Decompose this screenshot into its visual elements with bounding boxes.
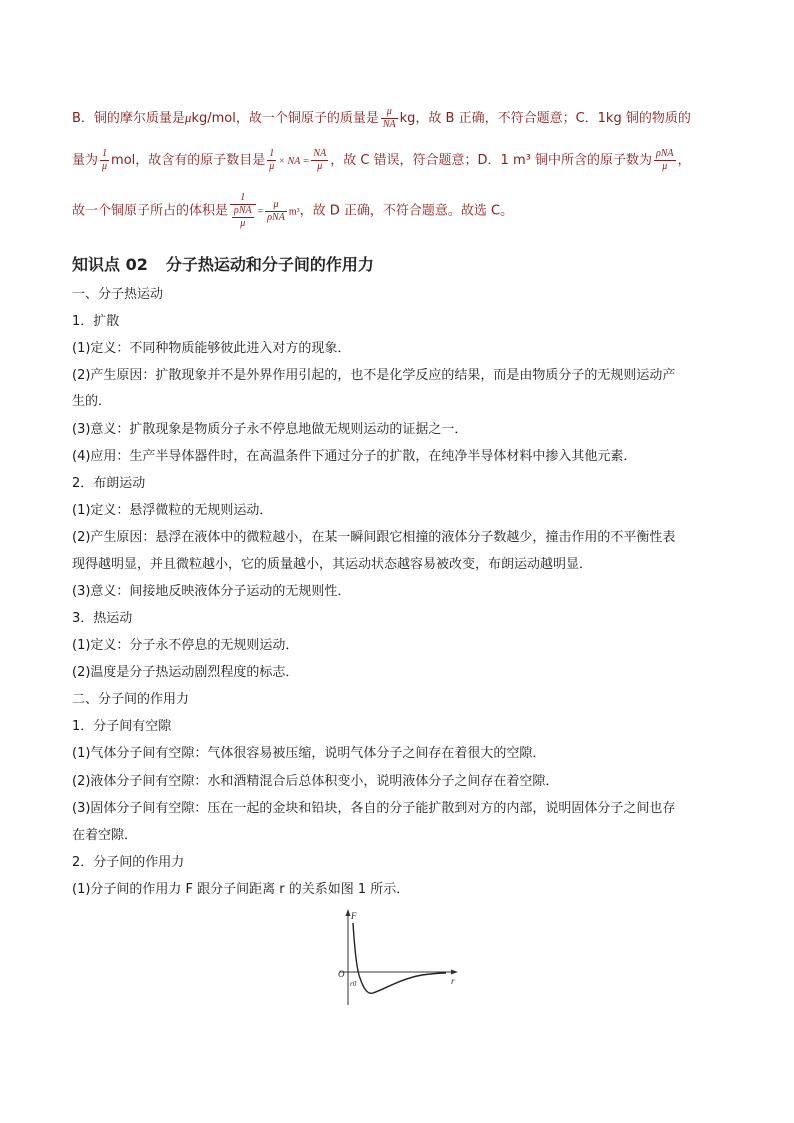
topic-title: 2．分子间的作用力 xyxy=(72,855,185,870)
fraction-denominator: μ xyxy=(317,161,323,172)
inner-denominator: μ xyxy=(240,218,246,229)
body-text: (1)定义：不同种物质能够彼此进入对方的现象． xyxy=(72,341,351,356)
answer-text: kg，故 B 正确，不符合题意；C．1kg 铜的物质的 xyxy=(399,111,691,126)
section-title: 分子热运动和分子间的作用力 xyxy=(165,255,374,274)
topic-title: 3．热运动 xyxy=(72,611,133,626)
answer-text: 故一个铜原子所占的体积是 xyxy=(72,203,229,219)
fraction-denominator: μ xyxy=(662,161,668,172)
fraction-denominator xyxy=(230,205,256,230)
fraction-numerator: 1 xyxy=(100,148,109,161)
inner-numerator: ρNA xyxy=(234,205,252,216)
equals-sign: = xyxy=(257,206,264,218)
r0-label: r0 xyxy=(350,980,357,988)
fraction-denominator: μ xyxy=(102,161,108,172)
body-text: (3)固体分子间有空隙：压在一起的金块和铅块，各自的分子能扩散到对方的内部，说明固体分子之间也存 xyxy=(72,801,676,816)
body-text: (1)定义：悬浮微粒的无规则运动． xyxy=(72,503,273,518)
answer-text: 量为 xyxy=(72,153,99,168)
fraction-numerator: ρNA xyxy=(655,148,674,159)
x-axis-arrow xyxy=(451,970,458,975)
body-text: (2)温度是分子热运动剧烈程度的标志． xyxy=(72,665,299,680)
unit-text: m³ xyxy=(288,206,300,218)
fraction-denominator: μ xyxy=(269,161,275,172)
body-text: (2)产生原因：扩散现象并不是外界作用引起的，也不是化学反应的结果，而是由物质分子的无规则运动产 xyxy=(72,368,676,383)
fraction-denominator: NA xyxy=(382,119,396,130)
answer-text: ，故 C 错误，符合题意；D．1 m³ 铜中所含的原子数为 xyxy=(330,153,652,168)
body-text: (2)产生原因：悬浮在液体中的微粒越小，在某一瞬间跟它相撞的液体分子数越少，撞击作用的不平衡性表 xyxy=(72,530,676,545)
origin-label: O xyxy=(338,969,345,979)
body-text: 在着空隙． xyxy=(72,828,138,843)
answer-text: ，故 D 正确，不符合题意。故选 C。 xyxy=(299,203,514,219)
fraction xyxy=(381,106,398,131)
fraction-denominator: ρNA xyxy=(267,211,285,223)
body-text: (3)意义：间接地反映液体分子运动的无规则性． xyxy=(72,584,351,599)
fraction-numerator: NA xyxy=(313,148,327,159)
topic-title: 1．扩散 xyxy=(72,314,120,329)
body-text: (1)气体分子间有空隙：气体很容易被压缩，说明气体分子之间存在着很大的空隙． xyxy=(72,746,546,761)
answer-line-2 xyxy=(72,148,722,173)
compound-fraction xyxy=(230,192,256,230)
y-axis-label: F xyxy=(351,911,357,921)
fraction xyxy=(100,148,109,173)
answer-text: mol，故含有的原子数目是 xyxy=(111,153,266,168)
answer-text: B．铜的摩尔质量是 xyxy=(72,111,185,126)
body-text: (1)分子间的作用力 F 跟分子间距离 r 的关系如图 1 所示． xyxy=(72,882,410,897)
mu-symbol: μ xyxy=(184,110,192,125)
topic-title: 1．分子间有空隙 xyxy=(72,719,172,734)
subsection-title: 二、分子间的作用力 xyxy=(72,692,190,707)
fraction xyxy=(267,148,276,173)
subsection-title: 一、分子热运动 xyxy=(72,287,164,302)
fraction xyxy=(311,148,328,173)
body-text: (2)液体分子间有空隙：水和酒精混合后总体积变小，说明液体分子之间存在着空隙． xyxy=(72,774,559,789)
fraction xyxy=(265,199,287,224)
force-distance-figure xyxy=(330,905,470,1015)
force-curve xyxy=(353,923,446,993)
fraction-numerator: 1 xyxy=(230,192,256,205)
body-text: (4)应用：生产半导体器件时，在高温条件下通过分子的扩散，在纯净半导体材料中掺入其他元素． xyxy=(72,449,637,464)
answer-text: ， xyxy=(677,153,691,168)
body-text: 现得越明显，并且微粒越小，它的质量越小，其运动状态越容易被改变，布朗运动越明显． xyxy=(72,557,593,572)
formula-text: × NA = xyxy=(278,156,310,167)
answer-line-1 xyxy=(72,106,722,131)
answer-line-3 xyxy=(72,192,722,230)
fraction-numerator: μ xyxy=(265,199,287,212)
y-axis-arrow xyxy=(346,909,351,916)
x-axis-label: r xyxy=(451,976,455,986)
body-text: (3)意义：扩散现象是物质分子永不停息地做无规则运动的证据之一． xyxy=(72,422,468,437)
fraction-numerator: μ xyxy=(381,106,398,119)
body-text: (1)定义：分子永不停息的无规则运动． xyxy=(72,638,299,653)
topic-title: 2．布朗运动 xyxy=(72,476,146,491)
section-heading xyxy=(72,252,374,275)
section-label: 知识点 02 xyxy=(72,255,148,274)
body-text: 生的． xyxy=(72,394,112,409)
fraction xyxy=(654,148,676,173)
answer-text: kg/mol，故一个铜原子的质量是 xyxy=(191,111,379,126)
fraction-numerator: 1 xyxy=(267,148,276,161)
